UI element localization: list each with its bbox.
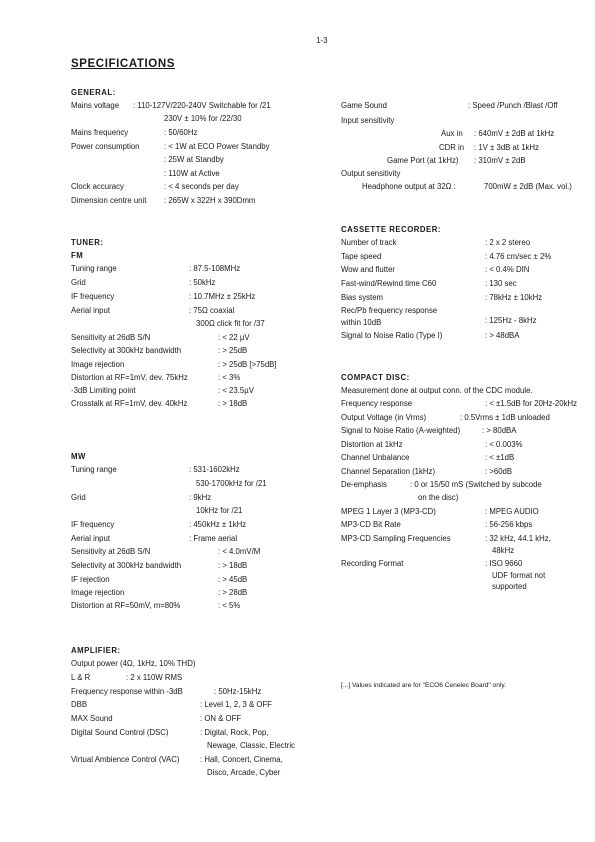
mw-tuning-range-value: : 531-1602kHz xyxy=(189,465,240,474)
cd-separation-label: Channel Separation (1kHz) xyxy=(341,467,436,476)
game-port-value: : 310mV ± 2dB xyxy=(474,156,526,165)
game-sound-label: Game Sound xyxy=(341,101,387,110)
mw-image-rejection-value: : > 28dB xyxy=(218,588,248,597)
fm-heading: FM xyxy=(71,251,84,260)
mw-tuning-range-label: Tuning range xyxy=(71,465,117,474)
mw-sensitivity-value: : < 4.0mV/M xyxy=(218,547,261,556)
cdr-in-label: CDR in xyxy=(439,143,465,152)
mw-distortion-label: Distortion at RF=50mV, m=80% xyxy=(71,601,181,610)
amp-vac-label: Virtual Ambience Control (VAC) xyxy=(71,755,180,764)
headphone-value: 700mW ± 2dB (Max. vol.) xyxy=(484,182,572,191)
cd-deemphasis-value-2: on the disc) xyxy=(418,493,459,502)
fm-limiting-value: : < 23.5µV xyxy=(218,386,254,395)
mains-frequency-value: : 50/60Hz xyxy=(164,128,198,137)
fm-crosstalk-label: Crosstalk at RF=1mV, dev. 40kHz xyxy=(71,399,188,408)
cassette-heading: CASSETTE RECORDER: xyxy=(341,225,441,234)
cd-deemphasis-value: : 0 or 15/50 mS (Switched by subcode xyxy=(410,480,542,489)
cassette-fastwind-value: : 130 sec xyxy=(485,279,517,288)
page-title: SPECIFICATIONS xyxy=(71,58,176,70)
cd-mpeg-label: MPEG 1 Layer 3 (MP3-CD) xyxy=(341,507,436,516)
mw-heading: MW xyxy=(71,452,86,461)
cd-sampling-value: : 32 kHz, 44.1 kHz, xyxy=(485,534,551,543)
input-sensitivity-label: Input sensitivity xyxy=(341,116,395,125)
mw-grid-label: Grid xyxy=(71,493,86,502)
dimension-value: : 265W x 322H x 390Dmm xyxy=(164,196,256,205)
mains-frequency-label: Mains frequency xyxy=(71,128,129,137)
power-consumption-label: Power consumption xyxy=(71,142,140,151)
fm-sensitivity-label: Sensitivity at 26dB S/N xyxy=(71,333,151,342)
amp-max-sound-value: : ON & OFF xyxy=(200,714,242,723)
fm-grid-value: : 50kHz xyxy=(189,278,216,287)
cd-snr-value: : > 80dBA xyxy=(482,426,517,435)
amp-lr-label: L & R xyxy=(71,673,91,682)
cassette-recpb-value: : 125Hz - 8kHz xyxy=(485,316,537,325)
cassette-recpb-label-2: within 10dB xyxy=(341,318,382,327)
mw-if-rejection-label: IF rejection xyxy=(71,575,110,584)
mw-grid-value: : 9kHz xyxy=(189,493,212,502)
cd-heading: COMPACT DISC: xyxy=(341,373,410,382)
cd-separation-value: : >60dB xyxy=(485,467,513,476)
cd-recording-value: : ISO 9660 xyxy=(485,559,523,568)
amp-lr-value: : 2 x 110W RMS xyxy=(126,673,183,682)
fm-tuning-range-label: Tuning range xyxy=(71,264,117,273)
clock-accuracy-label: Clock accuracy xyxy=(71,182,124,191)
fm-distortion-value: : < 3% xyxy=(218,373,241,382)
mains-voltage-label: Mains voltage xyxy=(71,101,120,110)
power-consumption-value-3: : 110W at Active xyxy=(164,169,220,178)
power-consumption-value-2: : 25W at Standby xyxy=(164,155,224,164)
aux-in-label: Aux in xyxy=(441,129,463,138)
cd-frequency-value: : < ±1.5dB for 20Hz-20kHz xyxy=(485,399,578,408)
cassette-snr-label: Signal to Noise Ratio (Type I) xyxy=(341,331,443,340)
fm-sensitivity-value: : < 22 µV xyxy=(218,333,250,342)
cassette-recpb-label: Rec/Pb frequency response xyxy=(341,306,438,315)
mw-grid-value-2: 10kHz for /21 xyxy=(196,506,243,515)
cd-sampling-value-2: 48kHz xyxy=(492,546,515,555)
mw-if-rejection-value: : > 45dB xyxy=(218,575,248,584)
cassette-speed-label: Tape speed xyxy=(341,252,382,261)
cd-bitrate-label: MP3-CD Bit Rate xyxy=(341,520,401,529)
dimension-label: Dimension centre unit xyxy=(71,196,147,205)
cd-distortion-value: : < 0.003% xyxy=(485,440,523,449)
cassette-speed-value: : 4.76 cm/sec ± 2% xyxy=(485,252,552,261)
fm-tuning-range-value: : 87.5-108MHz xyxy=(189,264,241,273)
cassette-snr-value: : > 48dBA xyxy=(485,331,520,340)
amp-frequency-label: Frequency response within -3dB xyxy=(71,687,183,696)
cassette-wow-value: : < 0.4% DIN xyxy=(485,265,530,274)
cassette-track-value: : 2 x 2 stereo xyxy=(485,238,531,247)
cd-measurement-note: Measurement done at output conn. of the CDC module. xyxy=(341,386,533,395)
fm-selectivity-value: : > 25dB xyxy=(218,346,248,355)
footnote: [...] Values indicated are for "ECO6 Cenelec Board" only. xyxy=(341,682,506,689)
mw-tuning-range-value-2: 530-1700kHz for /21 xyxy=(196,479,267,488)
amp-dsc-value: : Digital, Rock, Pop, xyxy=(200,728,269,737)
fm-aerial-value-2: 300Ω click fit for /37 xyxy=(196,319,265,328)
amp-vac-value-2: Disco, Arcade, Cyber xyxy=(207,768,281,777)
mw-selectivity-label: Selectivity at 300kHz bandwidth xyxy=(71,561,182,570)
cd-mpeg-value: : MPEG AUDIO xyxy=(485,507,539,516)
mw-if-value: : 450kHz ± 1kHz xyxy=(189,520,247,529)
mw-selectivity-value: : > 18dB xyxy=(218,561,248,570)
cd-distortion-label: Distortion at 1kHz xyxy=(341,440,403,449)
cd-deemphasis-label: De-emphasis xyxy=(341,480,387,489)
fm-aerial-label: Aerial input xyxy=(71,306,111,315)
headphone-label: Headphone output at 32Ω : xyxy=(362,182,456,191)
cd-snr-label: Signal to Noise Ratio (A-weighted) xyxy=(341,426,461,435)
amp-dsc-value-2: Newage, Classic, Electric xyxy=(207,741,295,750)
fm-if-value: : 10.7MHz ± 25kHz xyxy=(189,292,256,301)
fm-grid-label: Grid xyxy=(71,278,86,287)
fm-limiting-label: -3dB Limiting point xyxy=(71,386,136,395)
mains-voltage-value-2: 230V ± 10% for /22/30 xyxy=(164,114,242,123)
cassette-wow-label: Wow and flutter xyxy=(341,265,396,274)
fm-if-label: IF frequency xyxy=(71,292,115,301)
amp-output-label: Output power (4Ω, 1kHz, 10% THD) xyxy=(71,659,196,668)
cd-unbalance-value: : < ±1dB xyxy=(485,453,515,462)
mw-if-label: IF frequency xyxy=(71,520,115,529)
cd-recording-value-2: UDF format not xyxy=(492,571,546,580)
cd-unbalance-label: Channel Unbalance xyxy=(341,453,410,462)
amp-dbb-label: DBB xyxy=(71,700,88,709)
mw-distortion-value: : < 5% xyxy=(218,601,241,610)
amp-dbb-value: : Level 1, 2, 3 & OFF xyxy=(200,700,272,709)
page-number: 1-3 xyxy=(316,36,328,45)
cassette-track-label: Number of track xyxy=(341,238,397,247)
amp-vac-value: : Hall, Concert, Cinema, xyxy=(200,755,283,764)
cdr-in-value: : 1V ± 3dB at 1kHz xyxy=(474,143,539,152)
cd-recording-value-3: supported xyxy=(492,582,527,591)
clock-accuracy-value: : < 4 seconds per day xyxy=(164,182,239,191)
game-port-label: Game Port (at 1kHz) xyxy=(387,156,459,165)
mw-aerial-value: : Frame aerial xyxy=(189,534,238,543)
amplifier-heading: AMPLIFIER: xyxy=(71,646,121,655)
cd-recording-label: Recording Format xyxy=(341,559,404,568)
cd-output-voltage-value: : 0.5Vrms ± 1dB unloaded xyxy=(460,413,550,422)
output-sensitivity-label: Output sensitivity xyxy=(341,169,401,178)
cd-bitrate-value: : 56-256 kbps xyxy=(485,520,533,529)
amp-max-sound-label: MAX Sound xyxy=(71,714,113,723)
mw-image-rejection-label: Image rejection xyxy=(71,588,125,597)
fm-image-rejection-value: : > 25dB [>75dB] xyxy=(218,360,277,369)
fm-image-rejection-label: Image rejection xyxy=(71,360,125,369)
cassette-bias-value: : 78kHz ± 10kHz xyxy=(485,293,543,302)
general-heading: GENERAL: xyxy=(71,88,116,97)
amp-dsc-label: Digital Sound Control (DSC) xyxy=(71,728,169,737)
fm-aerial-value: : 75Ω coaxial xyxy=(189,306,235,315)
cd-output-voltage-label: Output Voltage (in Vrms) xyxy=(341,413,427,422)
fm-distortion-label: Distortion at RF=1mV, dev. 75kHz xyxy=(71,373,188,382)
tuner-heading: TUNER: xyxy=(71,238,104,247)
fm-selectivity-label: Selectivity at 300kHz bandwidth xyxy=(71,346,182,355)
cd-frequency-label: Frequency response xyxy=(341,399,413,408)
mains-voltage-value: : 110-127V/220-240V Switchable for /21 xyxy=(133,101,271,110)
game-sound-value: : Speed /Punch /Blast /Off xyxy=(468,101,558,110)
cd-sampling-label: MP3-CD Sampling Frequencies xyxy=(341,534,451,543)
fm-crosstalk-value: : > 18dB xyxy=(218,399,248,408)
amp-frequency-value: : 50Hz-15kHz xyxy=(214,687,262,696)
mw-aerial-label: Aerial input xyxy=(71,534,111,543)
mw-sensitivity-label: Sensitivity at 26dB S/N xyxy=(71,547,151,556)
cassette-fastwind-label: Fast-wind/Rewind time C60 xyxy=(341,279,437,288)
aux-in-value: : 640mV ± 2dB at 1kHz xyxy=(474,129,555,138)
cassette-bias-label: Bias system xyxy=(341,293,384,302)
power-consumption-value-1: : < 1W at ECO Power Standby xyxy=(164,142,270,151)
